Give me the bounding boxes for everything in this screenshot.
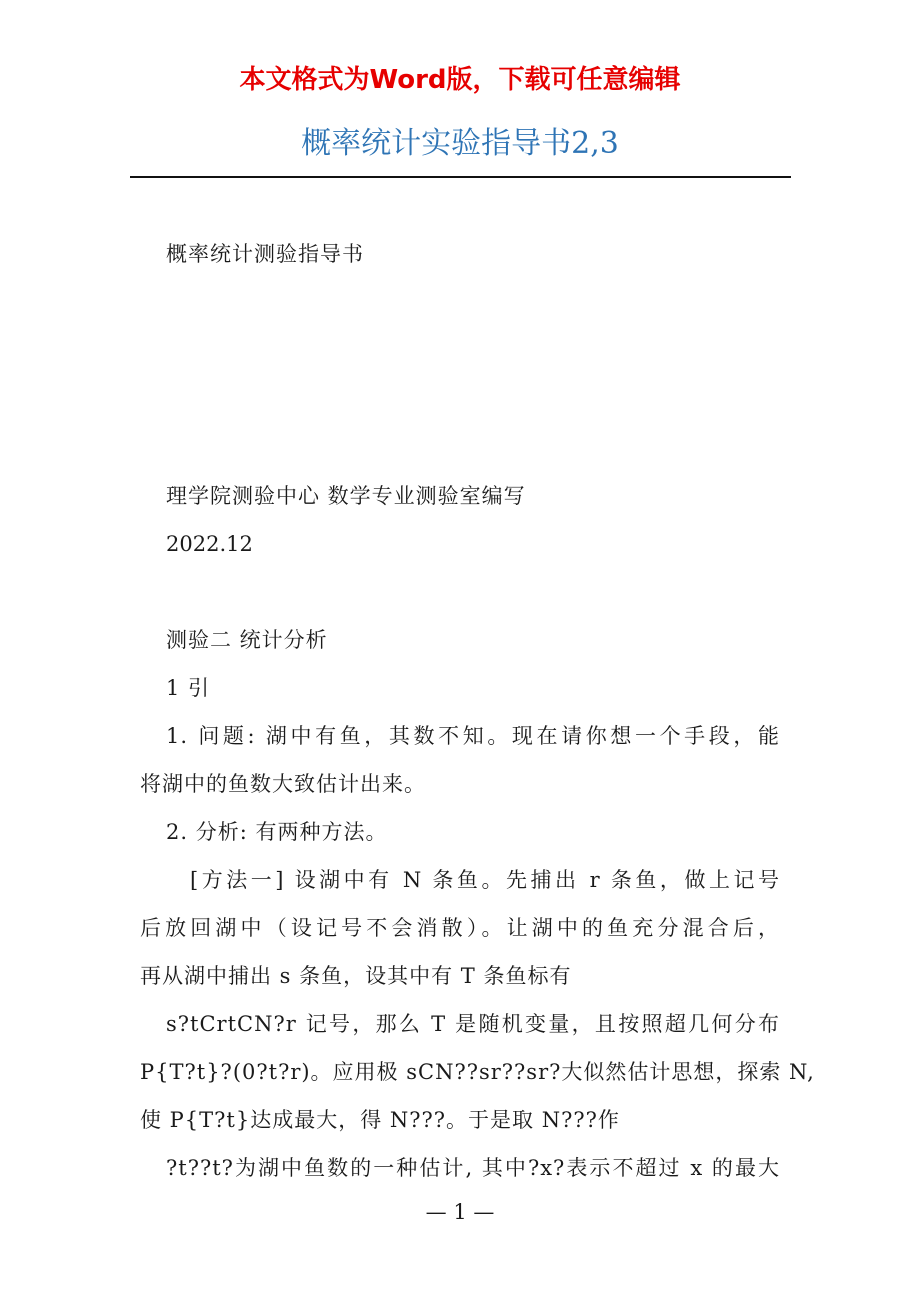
- subsection-heading: 1 引: [166, 676, 211, 700]
- paragraph-line: s?tCrtCN?r 记号，那么 T 是随机变量，且按照超几何分布: [166, 1012, 780, 1036]
- download-banner: 本文格式为Word版，下载可任意编辑: [239, 65, 681, 95]
- paragraph-line: P{T?t}?(0?t?r)。应用极 sCN??sr??sr?大似然估计思想，探索 N,: [140, 1060, 815, 1084]
- section-heading: 测验二 统计分析: [166, 628, 328, 652]
- document-title: 概率统计实验指导书2,3: [301, 126, 619, 161]
- paragraph-line: 1. 问题: 湖中有鱼，其数不知。现在请你想一个手段，能: [166, 724, 780, 748]
- paragraph-line: 再从湖中捕出 s 条鱼，设其中有 T 条鱼标有: [140, 964, 572, 988]
- paragraph-line: 将湖中的鱼数大致估计出来。: [140, 772, 426, 796]
- cover-author: 理学院测验中心 数学专业测验室编写: [166, 484, 526, 508]
- cover-date: 2022.12: [166, 532, 253, 556]
- paragraph-line: 后放回湖中（设记号不会消散）。让湖中的鱼充分混合后，: [140, 916, 780, 940]
- paragraph-line: 2. 分析: 有两种方法。: [166, 820, 388, 844]
- paragraph-line: ?t??t?为湖中鱼数的一种估计, 其中?x?表示不超过 x 的最大: [166, 1156, 780, 1180]
- page-number: — 1 —: [425, 1200, 495, 1224]
- title-divider: [130, 176, 791, 178]
- paragraph-line: [方法一] 设湖中有 N 条鱼。先捕出 r 条鱼，做上记号: [190, 868, 780, 892]
- paragraph-line: 使 P{T?t}达成最大，得 N???。于是取 N???作: [140, 1108, 620, 1132]
- cover-heading: 概率统计测验指导书: [166, 242, 364, 266]
